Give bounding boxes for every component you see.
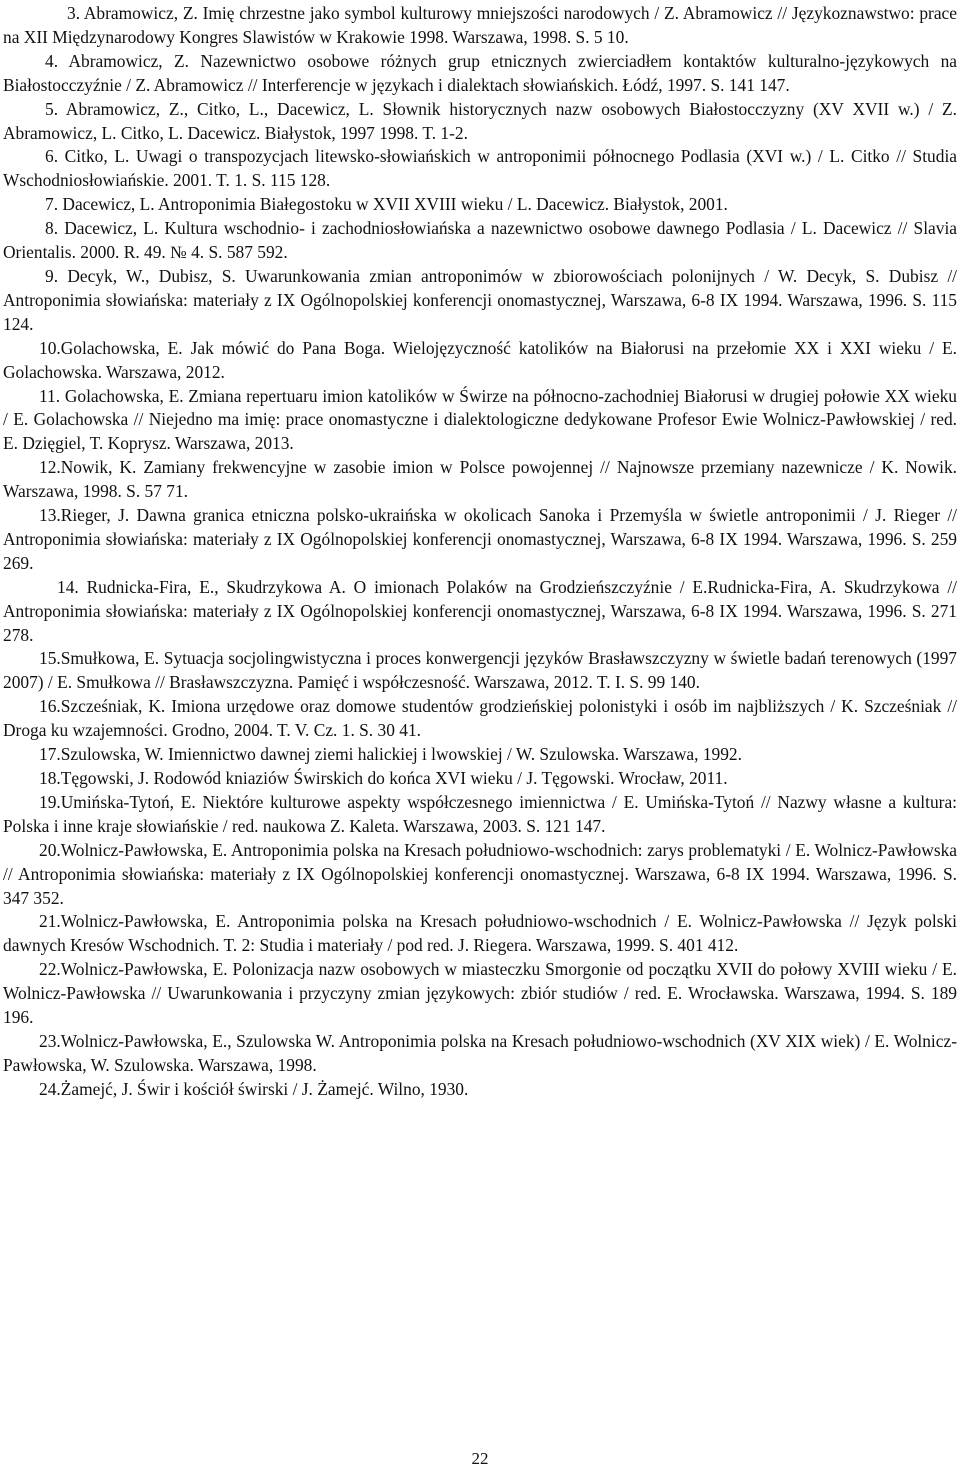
reference-item-21: 21.Wolnicz-Pawłowska, E. Antroponimia polska na Kresach południowo-wschodnich / E. Wolnicz-Pawłowska // Język polski dawnych Kresów Wschodnich. T. 2: Studia i materiały / pod red. J. Riegera. Warszawa, 1999. S. 401 412. bbox=[3, 911, 957, 956]
reference-item-20: 20.Wolnicz-Pawłowska, E. Antroponimia polska na Kresach południowo-wschodnich: zarys problematyki / E. Wolnicz-Pawłowska // Antroponimia słowiańska: materiały z IX Ogólnopolskiej konferencji onomastycznej. Warszawa, 6-8 IX 1994. Warszawa, 1996. S. 347 352. bbox=[3, 839, 957, 908]
reference-item-10: 10.Golachowska, E. Jak mówić do Pana Boga. Wielojęzyczność katolików na Białorusi na przełomie XX i XXI wieku / E. Golachowska. Warszawa, 2012. bbox=[3, 337, 957, 382]
page-number: 22 bbox=[471, 1449, 489, 1468]
reference-item-19: 19.Umińska-Tytoń, E. Niektóre kulturowe aspekty współczesnego imiennictwa / E. Umińska-Tytoń // Nazwy własne a kultura: Polska i inne kraje słowiańskie / red. naukowa Z. Kaleta. Warszawa, 2003. S. 121 147. bbox=[3, 791, 957, 836]
reference-item-22: 22.Wolnicz-Pawłowska, E. Polonizacja nazw osobowych w miasteczku Smorgonie od początku XVII do połowy XVIII wieku / E. Wolnicz-Pawłowska // Uwarunkowania i przyczyny zmian językowych: zbiór studiów / red. E. Wrocławska. Warszawa, 1994. S. 189 196. bbox=[3, 959, 957, 1028]
reference-item-18: 18.Tęgowski, J. Rodowód kniaziów Świrskich do końca XVI wieku / J. Tęgowski. Wrocław, 2011. bbox=[39, 768, 728, 788]
reference-item-8: 8. Dacewicz, L. Kultura wschodnio- i zachodniosłowiańska a nazewnictwo osobowe dawnego Podlasia / L. Dacewicz // Slavia Orientalis. 2000. R. 49. № 4. S. 587 592. bbox=[3, 218, 957, 263]
reference-item-13: 13.Rieger, J. Dawna granica etniczna polsko-ukraińska w okolicach Sanoka i Przemyśla w świetle antroponimii / J. Rieger // Antroponimia słowiańska: materiały z IX Ogólnopolskiej konferencji onomastycznej, Warszawa, 6-8 IX 1994. Warszawa, 1996. S. 259 269. bbox=[3, 505, 957, 573]
reference-item-9: 9. Decyk, W., Dubisz, S. Uwarunkowania zmian antroponimów w zbiorowościach polonijnych / W. Decyk, S. Dubisz // Antroponimia słowiańska: materiały z IX Ogólnopolskiej konferencji onomastycznej, Warszawa, 6-8 IX 1994. Warszawa, 1996. S. 115 124. bbox=[3, 265, 957, 334]
reference-item-24: 24.Żamejć, J. Świr i kościół świrski / J. Żamejć. Wilno, 1930. bbox=[39, 1078, 469, 1099]
reference-item-23: 23.Wolnicz-Pawłowska, E., Szulowska W. Antroponimia polska na Kresach południowo-wschodnich (XV XIX wiek) / E. Wolnicz-Pawłowska, W. Szulowska. Warszawa, 1998. bbox=[3, 1030, 957, 1075]
reference-item-17: 17.Szulowska, W. Imiennictwo dawnej ziemi halickiej i lwowskiej / W. Szulowska. Warszawa, 1992. bbox=[39, 744, 742, 765]
reference-item-11: 11. Golachowska, E. Zmiana repertuaru imion katolików w Świrze na północno-zachodniej Białorusi w drugiej połowie XX wieku / E. Golachowska // Niejedno ma imię: prace onomastyczne i dialektologiczne dedykowane Profesor Ewie Wolnicz-Pawłowskiej / red. E. Dzięgiel, T. Koprysz. Warszawa, 2013. bbox=[3, 385, 957, 454]
reference-item-16: 16.Szcześniak, K. Imiona urzędowe oraz domowe studentów grodzieńskiej polonistyki i osób im najbliższych / K. Szcześniak // Droga ku wzajemności. Grodno, 2004. T. V. Cz. 1. S. 30 41. bbox=[3, 696, 957, 741]
reference-item-3: 3. Abramowicz, Z. Imię chrzestne jako symbol kulturowy mniejszości narodowych / Z. Abramowicz // Językoznawstwo: prace na XII Międzynarodowy Kongres Slawistów w Krakowie 1998. Warszawa, 1998. S. 5 10. bbox=[3, 3, 957, 47]
reference-list bbox=[3, 2, 957, 1102]
reference-item-15: 15.Smułkowa, E. Sytuacja socjolingwistyczna i proces konwergencji języków Brasławszczyzny w świetle badań terenowych (1997 2007) / E. Smułkowa // Brasławszczyzna. Pamięć i współczesność. Warszawa, 2012. T. I. S. 99 140. bbox=[3, 648, 957, 693]
reference-item-7: 7. Dacewicz, L. Antroponimia Białegostoku w XVII XVIII wieku / L. Dacewicz. Białystok, 2001. bbox=[45, 194, 728, 215]
reference-item-5: 5. Abramowicz, Z., Citko, L., Dacewicz, L. Słownik historycznych nazw osobowych Białostocczyzny (XV XVII w.) / Z. Abramowicz, L. Citko, L. Dacewicz. Białystok, 1997 1998. T. 1-2. bbox=[3, 98, 957, 143]
reference-item-6: 6. Citko, L. Uwagi o transpozycjach litewsko-słowiańskich w antroponimii północnego Podlasia (XVI w.) / L. Citko // Studia Wschodniosłowiańskie. 2001. T. 1. S. 115 128. bbox=[3, 146, 957, 191]
reference-item-4: 4. Abramowicz, Z. Nazewnictwo osobowe różnych grup etnicznych zwierciadłem kontaktów kulturalno-językowych na Białostocczyźnie / Z. Abramowicz // Interferencje w językach i dialektach słowiańskich. Łódź, 1997. S. 141 147. bbox=[3, 50, 957, 95]
reference-item-14: 14. Rudnicka-Fira, E., Skudrzykowa A. O imionach Polaków na Grodzieńszczyźnie / E.Rudnicka-Fira, A. Skudrzykowa // Antroponimia słowiańska: materiały z IX Ogólnopolskiej konferencji onomastycznej, Warszawa, 6-8 IX 1994. Warszawa, 1996. S. 271 278. bbox=[3, 576, 957, 645]
reference-item-12: 12.Nowik, K. Zamiany frekwencyjne w zasobie imion w Polsce powojennej // Najnowsze przemiany nazewnicze / K. Nowik. Warszawa, 1998. S. 57 71. bbox=[3, 457, 957, 502]
